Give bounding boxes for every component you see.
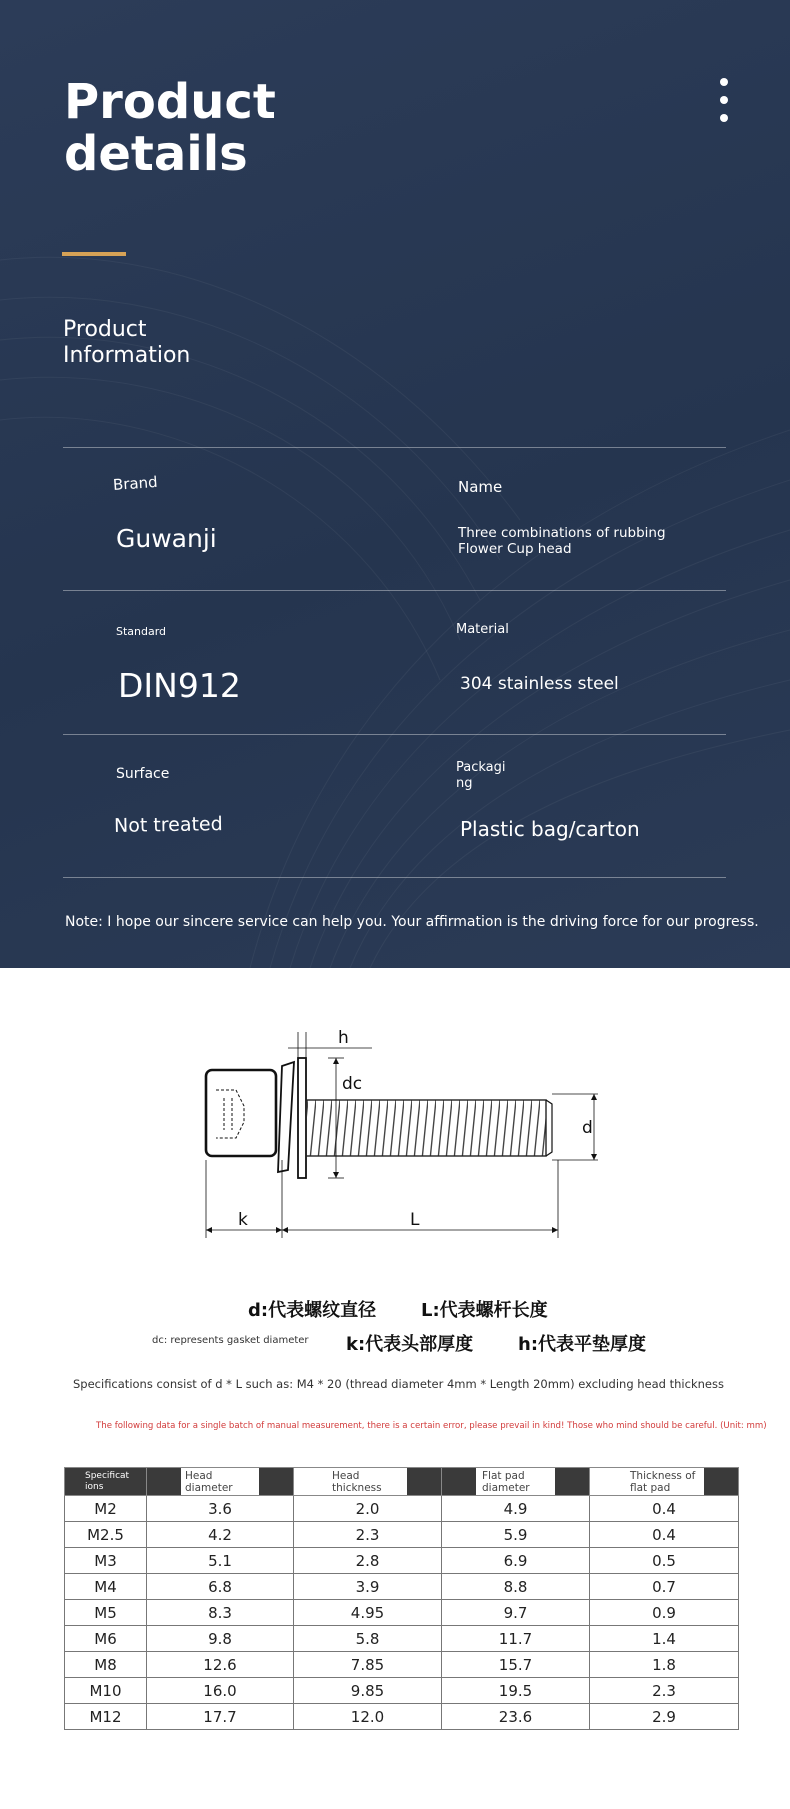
header-flat-pad-diameter-line2: diameter bbox=[482, 1482, 530, 1494]
name-value-line2: Flower Cup head bbox=[458, 541, 572, 557]
cell-flat-pad-thickness: 0.5 bbox=[590, 1548, 739, 1574]
cell-flat-pad-thickness: 0.9 bbox=[590, 1600, 739, 1626]
cell-flat-pad-diameter: 23.6 bbox=[442, 1704, 590, 1730]
accent-underline bbox=[62, 252, 126, 256]
divider bbox=[63, 590, 726, 591]
header-head-diameter-line2: diameter bbox=[185, 1482, 233, 1494]
section-title-line2: Information bbox=[63, 343, 191, 368]
header-cell-flat-pad-thickness bbox=[590, 1468, 739, 1496]
name-value-line1: Three combinations of rubbing bbox=[458, 525, 666, 541]
header-cell-head-diameter bbox=[147, 1468, 294, 1496]
header-flat-pad-thickness-line2: flat pad bbox=[630, 1482, 671, 1494]
cell-flat-pad-diameter: 4.9 bbox=[442, 1496, 590, 1522]
packaging-label-line2: ng bbox=[456, 776, 473, 791]
page-title-line2: details bbox=[64, 126, 248, 182]
diagram-label-k: k bbox=[238, 1210, 248, 1230]
table-row bbox=[65, 1522, 739, 1548]
cell-head-thickness: 4.95 bbox=[294, 1600, 442, 1626]
cell-head-thickness: 5.8 bbox=[294, 1626, 442, 1652]
diagram-label-d: d bbox=[582, 1118, 593, 1138]
table-header-row bbox=[65, 1468, 739, 1496]
cell-flat-pad-diameter: 9.7 bbox=[442, 1600, 590, 1626]
cell-head-diameter: 9.8 bbox=[147, 1626, 294, 1652]
header-flat-pad-diameter-line1: Flat pad bbox=[482, 1470, 525, 1482]
brand-label: Brand bbox=[112, 472, 159, 494]
cell-head-thickness: 2.8 bbox=[294, 1548, 442, 1574]
screw-dimension-diagram bbox=[196, 1020, 608, 1244]
service-note: Note: I hope our sincere service can help you. Your affirmation is the driving force for our progress. bbox=[65, 914, 759, 930]
cell-specification: M8 bbox=[65, 1652, 147, 1678]
diagram-label-dc: dc bbox=[342, 1074, 363, 1094]
surface-value: Not treated bbox=[113, 813, 223, 837]
section-title bbox=[63, 317, 190, 369]
header-head-thickness-line1: Head bbox=[332, 1470, 360, 1482]
cell-head-diameter: 8.3 bbox=[147, 1600, 294, 1626]
cell-head-thickness: 2.0 bbox=[294, 1496, 442, 1522]
cell-flat-pad-thickness: 2.9 bbox=[590, 1704, 739, 1730]
legend-d: d:代表螺纹直径 bbox=[248, 1300, 377, 1321]
cell-flat-pad-thickness: 0.4 bbox=[590, 1522, 739, 1548]
cell-flat-pad-diameter: 19.5 bbox=[442, 1678, 590, 1704]
cell-flat-pad-thickness: 1.4 bbox=[590, 1626, 739, 1652]
cell-head-diameter: 12.6 bbox=[147, 1652, 294, 1678]
more-options-icon[interactable] bbox=[710, 74, 738, 126]
specification-table bbox=[64, 1467, 739, 1730]
packaging-value: Plastic bag/carton bbox=[460, 817, 640, 841]
cell-specification: M4 bbox=[65, 1574, 147, 1600]
header-head-thickness-line2: thickness bbox=[332, 1482, 382, 1494]
diagram-label-L: L bbox=[410, 1210, 420, 1230]
header-flat-pad-thickness-line1: Thickness of bbox=[630, 1470, 696, 1482]
cell-specification: M6 bbox=[65, 1626, 147, 1652]
header-cell-head-thickness bbox=[294, 1468, 442, 1496]
legend-L: L:代表螺杆长度 bbox=[421, 1300, 548, 1321]
cell-head-diameter: 4.2 bbox=[147, 1522, 294, 1548]
packaging-label bbox=[456, 760, 506, 792]
cell-specification: M12 bbox=[65, 1704, 147, 1730]
header-head-diameter-line1: Head bbox=[185, 1470, 213, 1482]
divider bbox=[63, 877, 726, 878]
table-row bbox=[65, 1626, 739, 1652]
divider bbox=[63, 447, 726, 448]
cell-head-thickness: 2.3 bbox=[294, 1522, 442, 1548]
table-row bbox=[65, 1652, 739, 1678]
standard-value: DIN912 bbox=[118, 666, 241, 705]
cell-flat-pad-thickness: 0.4 bbox=[590, 1496, 739, 1522]
cell-flat-pad-thickness: 2.3 bbox=[590, 1678, 739, 1704]
cell-head-diameter: 17.7 bbox=[147, 1704, 294, 1730]
specification-note: Specifications consist of d * L such as: M4 * 20 (thread diameter 4mm * Length 20mm) excluding head thickness bbox=[73, 1377, 724, 1391]
standard-label: Standard bbox=[116, 625, 167, 638]
material-label: Material bbox=[456, 622, 509, 637]
cell-head-thickness: 7.85 bbox=[294, 1652, 442, 1678]
diagram-label-h: h bbox=[338, 1028, 349, 1048]
table-row bbox=[65, 1496, 739, 1522]
table-row bbox=[65, 1574, 739, 1600]
name-value bbox=[458, 525, 666, 557]
surface-label: Surface bbox=[116, 766, 170, 782]
table-row bbox=[65, 1678, 739, 1704]
cell-head-diameter: 5.1 bbox=[147, 1548, 294, 1574]
header-spec-line1: Specificat bbox=[85, 1471, 130, 1481]
cell-flat-pad-diameter: 5.9 bbox=[442, 1522, 590, 1548]
cell-head-thickness: 3.9 bbox=[294, 1574, 442, 1600]
table-row bbox=[65, 1600, 739, 1626]
cell-head-thickness: 12.0 bbox=[294, 1704, 442, 1730]
name-label: Name bbox=[458, 478, 503, 496]
cell-specification: M3 bbox=[65, 1548, 147, 1574]
table-row bbox=[65, 1548, 739, 1574]
page-title-line1: Product bbox=[64, 74, 276, 130]
divider bbox=[63, 734, 726, 735]
cell-specification: M5 bbox=[65, 1600, 147, 1626]
cell-flat-pad-diameter: 15.7 bbox=[442, 1652, 590, 1678]
material-value: 304 stainless steel bbox=[460, 674, 619, 694]
cell-flat-pad-diameter: 8.8 bbox=[442, 1574, 590, 1600]
legend-k: k:代表头部厚度 bbox=[346, 1334, 474, 1355]
cell-specification: M10 bbox=[65, 1678, 147, 1704]
cell-flat-pad-thickness: 0.7 bbox=[590, 1574, 739, 1600]
cell-specification: M2.5 bbox=[65, 1522, 147, 1548]
measurement-warning: The following data for a single batch of manual measurement, there is a certain error, please prevail in kind! Those who mind should be careful. (Unit: mm) bbox=[96, 1421, 767, 1431]
cell-head-diameter: 3.6 bbox=[147, 1496, 294, 1522]
cell-specification: M2 bbox=[65, 1496, 147, 1522]
cell-flat-pad-diameter: 6.9 bbox=[442, 1548, 590, 1574]
legend-dc: dc: represents gasket diameter bbox=[152, 1335, 309, 1346]
page-title bbox=[64, 76, 276, 180]
header-spec-line2: ions bbox=[85, 1482, 104, 1492]
brand-value: Guwanji bbox=[116, 524, 217, 553]
header-cell-specifications bbox=[65, 1468, 147, 1496]
cell-head-diameter: 16.0 bbox=[147, 1678, 294, 1704]
table-row bbox=[65, 1704, 739, 1730]
cell-head-diameter: 6.8 bbox=[147, 1574, 294, 1600]
cell-flat-pad-thickness: 1.8 bbox=[590, 1652, 739, 1678]
legend-h: h:代表平垫厚度 bbox=[518, 1334, 647, 1355]
cell-head-thickness: 9.85 bbox=[294, 1678, 442, 1704]
header-cell-flat-pad-diameter bbox=[442, 1468, 590, 1496]
cell-flat-pad-diameter: 11.7 bbox=[442, 1626, 590, 1652]
section-title-line1: Product bbox=[63, 317, 147, 342]
packaging-label-line1: Packagi bbox=[456, 760, 506, 775]
